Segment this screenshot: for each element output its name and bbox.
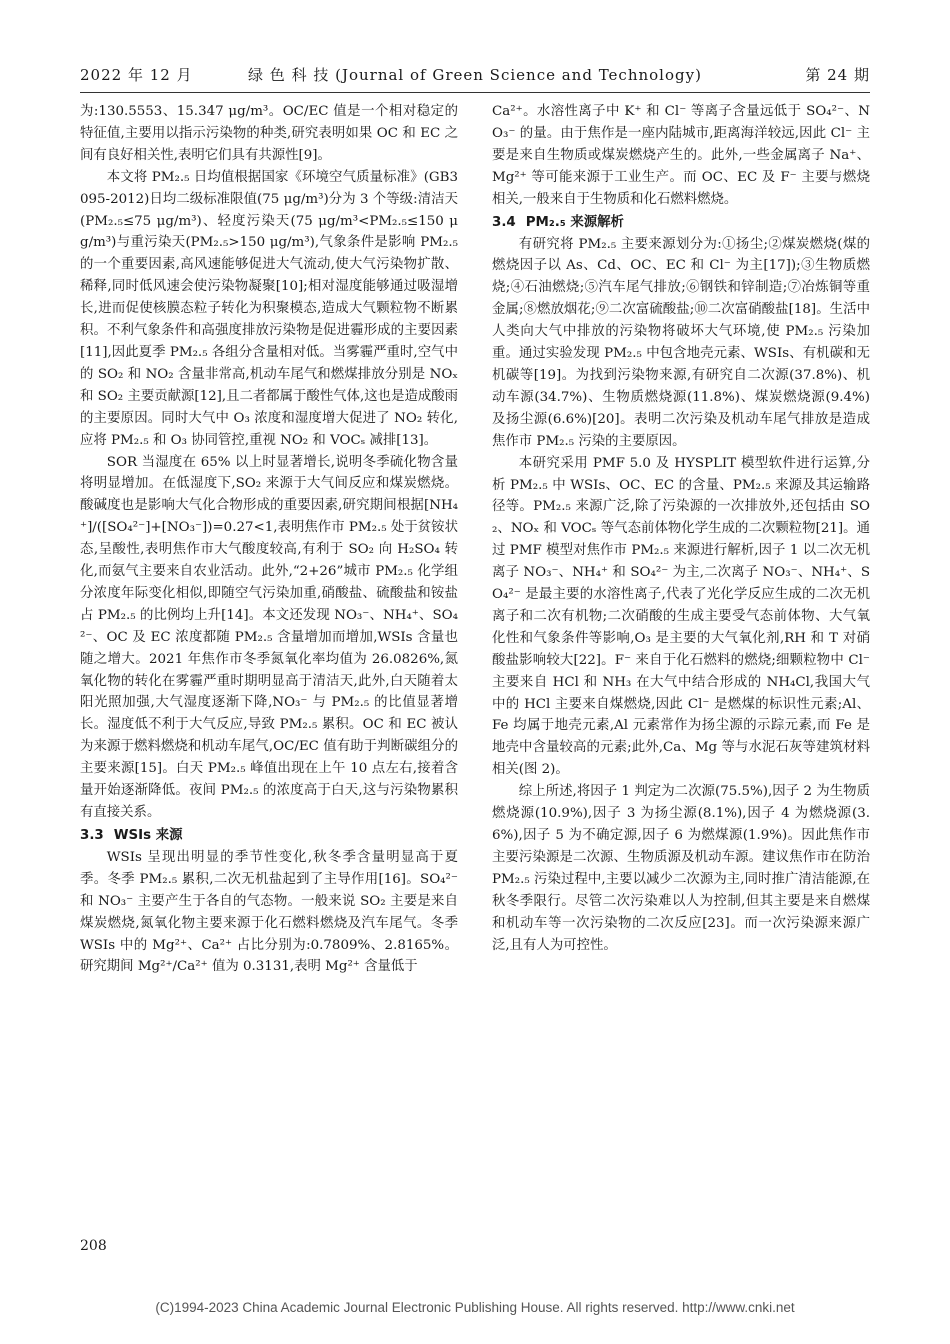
header-rule xyxy=(80,92,870,93)
right-column xyxy=(492,101,870,956)
paragraph: WSIs 呈现出明显的季节性变化,秋冬季含量明显高于夏季。冬季 PM₂.₅ 累积,二次无机盐起到了主导作用[16]。SO₄²⁻ 和 NO₃⁻ 主要产生于各自的气态物。一般来说 SO₂ 主要是来自煤炭燃烧,氮氧化物主要来源于化石燃料燃烧及汽车尾气。冬季 WSIs 中的 Mg²⁺、Ca²⁺ 占比分别为:0.7809%、2.8165%。研究期间 Mg²⁺/Ca²⁺ 值为 0.3131,表明 Mg²⁺ 含量低于 xyxy=(80,849,458,975)
journal-title: 绿 色 科 技 (Journal of Green Science and Technology) xyxy=(248,66,702,84)
copyright-footer: (C)1994-2023 China Academic Journal Electronic Publishing House. All rights reserved. http://www.cnki.net xyxy=(155,1300,795,1315)
page-number: 208 xyxy=(80,1238,107,1254)
section-number: 3.3 xyxy=(80,827,104,843)
paragraph: 综上所述,将因子 1 判定为二次源(75.5%),因子 2 为生物质燃烧源(10.9%),因子 3 为扬尘源(8.1%),因子 4 为燃烧源(3.6%),因子 5 为不确定源,因子 6 为燃煤源(1.9%)。因此焦作市主要污染源是二次源、生物质源及机动车源。建议焦作市在防治 PM₂.₅ 污染过程中,主要以减少二次源为主,同时推广清洁能源,在秋冬季限行。尽管二次污染难以人为控制,但其主要是来自燃煤和机动车等一次污染物的二次反应[23]。而一次污染源来源广泛,且有人为可控性。 xyxy=(492,784,870,953)
issue-number: 第 24 期 xyxy=(805,66,870,84)
section-title: WSIs 来源 xyxy=(113,827,183,843)
paragraph: 本文将 PM₂.₅ 日均值根据国家《环境空气质量标准》(GB3095-2012)日均二级标准限值(75 μg/m³)分为 3 个等级:清洁天(PM₂.₅≤75 μg/m³)、轻度污染天(75 μg/m³<PM₂.₅≤150 μg/m³)与重污染天(PM₂.₅>150 μg/m³),气象条件是影响 PM₂.₅ 的一个重要因素,高风速能够促进大气流动,使大气污染物扩散、稀释,同时低风速会使污染物凝聚[10];相对湿度能够通过吸湿增长,进而促使核膜态粒子转化为积聚模态,造成大气颗粒物不断累积。不利气象条件和高强度排放污染物是促进霾形成的主要因素[11],因此夏季 PM₂.₅ 各组分含量相对低。当雾霾严重时,空气中的 SO₂ 和 NO₂ 含量非常高,机动车尾气和燃煤排放分别是 NOₓ 和 SO₂ 主要贡献源[12],且二者都属于酸性气体,这也是造成酸雨的主要原因。同时大气中 O₃ 浓度和湿度增大促进了 NO₂ 转化,应将 PM₂.₅ 和 O₃ 协同管控,重视 NO₂ 和 VOCₛ 减排[13]。 xyxy=(80,169,459,448)
paragraph: 有研究将 PM₂.₅ 主要来源划分为:①扬尘;②煤炭燃烧(煤的燃烧因子以 As、Cd、OC、EC 和 Cl⁻ 为主[17]);③生物质燃烧;④石油燃烧;⑤汽车尾气排放;⑥钢铁和锌制造;⑦冶炼铜等重金属;⑧燃放烟花;⑨二次富硫酸盐;⑩二次富硝酸盐[18]。生活中人类向大气中排放的污染物将破坏大气环境,使 PM₂.₅ 污染加重。通过实验发现 PM₂.₅ 中包含地壳元素、WSIs、有机碳和无机碳等[19]。为找到污染物来源,有研究自二次源(37.8%)、机动车源(34.7%)、生物质燃烧源(11.8%)、煤炭燃烧源(9.4%)及扬尘源(6.6%)[20]。表明二次污染及机动车尾气排放是造成焦作市 PM₂.₅ 污染的主要原因。 xyxy=(492,236,870,449)
left-column xyxy=(80,101,458,978)
running-header xyxy=(80,64,870,90)
section-number: 3.4 xyxy=(492,214,516,230)
paragraph: 本研究采用 PMF 5.0 及 HYSPLIT 模型软件进行运算,分析 PM₂.₅ 中 WSIs、OC、EC 的含量、PM₂.₅ 来源及其运输路径等。PM₂.₅ 来源广泛,除了污染源的一次排放外,还包括由 SO₂、NOₓ 和 VOCₛ 等气态前体物化学生成的二次颗粒物[21]。通过 PMF 模型对焦作市 PM₂.₅ 来源进行解析,因子 1 以二次无机离子 NO₃⁻、NH₄⁺ 和 SO₄²⁻ 为主,二次离子 NO₃⁻、NH₄⁺、SO₄²⁻ 是最主要的水溶性离子,代表了光化学反应生成的二次无机离子和二次有机物;二次硝酸的生成主要受气态前体物、大气氧化性和气象条件等影响,O₃ 是主要的大气氧化剂,RH 和 T 对硝酸盐影响较大[22]。F⁻ 来自于化石燃料的燃烧;细颗粒物中 Cl⁻ 主要来自 HCl 和 NH₃ 在大气中结合形成的 NH₄Cl,我国大气中的 HCl 主要来自煤燃烧,因此 Cl⁻ 是燃煤的标识性元素;Al、Fe 均属于地壳元素,Al 元素常作为扬尘源的示踪元素,而 Fe 是地壳中含量较高的元素;此外,Ca、Mg 等与水泥石灰等建筑材料相关(图 2)。 xyxy=(492,455,870,778)
paragraph: SOR 当湿度在 65% 以上时显著增长,说明冬季硫化物含量将明显增加。在低湿度下,SO₂ 来源于大气间反应和煤炭燃烧。酸碱度也是影响大气化合物形成的重要因素,研究期间根据[NH₄⁺]/([SO₄²⁻]+[NO₃⁻])=0.27<1,表明焦作市 PM₂.₅ 处于贫铵状态,呈酸性,表明焦作市大气酸度较高,有利于 SO₂ 向 H₂SO₄ 转化,而氨气主要来自农业活动。此外,“2+26”城市 PM₂.₅ 化学组分浓度年际变化相似,即随空气污染加重,硝酸盐、硫酸盐和铵盐占 PM₂.₅ 的比例均上升[14]。本文还发现 NO₃⁻、NH₄⁺、SO₄²⁻、OC 及 EC 浓度都随 PM₂.₅ 含量增加而增加,WSIs 含量也随之增大。2021 年焦作市冬季氮氧化率均值为 26.0826%,氮氧化物的转化在雾霾严重时期明显高于清洁天,此外,白天随着太阳光照加强,大气湿度逐渐下降,NO₃⁻ 与 PM₂.₅ 的比值显著增长。湿度低不利于大气反应,导致 PM₂.₅ 累积。OC 和 EC 被认为来源于燃料燃烧和机动车尾气,OC/EC 值有助于判断碳组分的主要来源[15]。白天 PM₂.₅ 峰值出现在上午 10 点左右,接着含量开始逐渐降低。夜间 PM₂.₅ 的浓度高于白天,这与污染物累积有直接关系。 xyxy=(80,454,458,820)
section-title: PM₂.₅ 来源解析 xyxy=(525,214,624,230)
paragraph: Ca²⁺。水溶性离子中 K⁺ 和 Cl⁻ 等离子含量远低于 SO₄²⁻、NO₃⁻ 的量。由于焦作是一座内陆城市,距离海洋较远,因此 Cl⁻ 主要是来自生物质或煤炭燃烧产生的。此外,一些金属离子 Na⁺、Mg²⁺ 等可能来源于工业生产。而 OC、EC 及 F⁻ 主要与燃烧相关,一般来自于生物质和化石燃料燃烧。 xyxy=(492,104,870,207)
section-heading-3-3 xyxy=(80,825,458,847)
issue-date: 2022 年 12 月 xyxy=(80,66,193,84)
section-heading-3-4 xyxy=(492,212,870,234)
paragraph: 为:130.5553、15.347 μg/m³。OC/EC 值是一个相对稳定的特征值,主要用以指示污染物的种类,研究表明如果 OC 和 EC 之间有良好相关性,表明它们具有共源性[9]。 xyxy=(80,104,458,163)
